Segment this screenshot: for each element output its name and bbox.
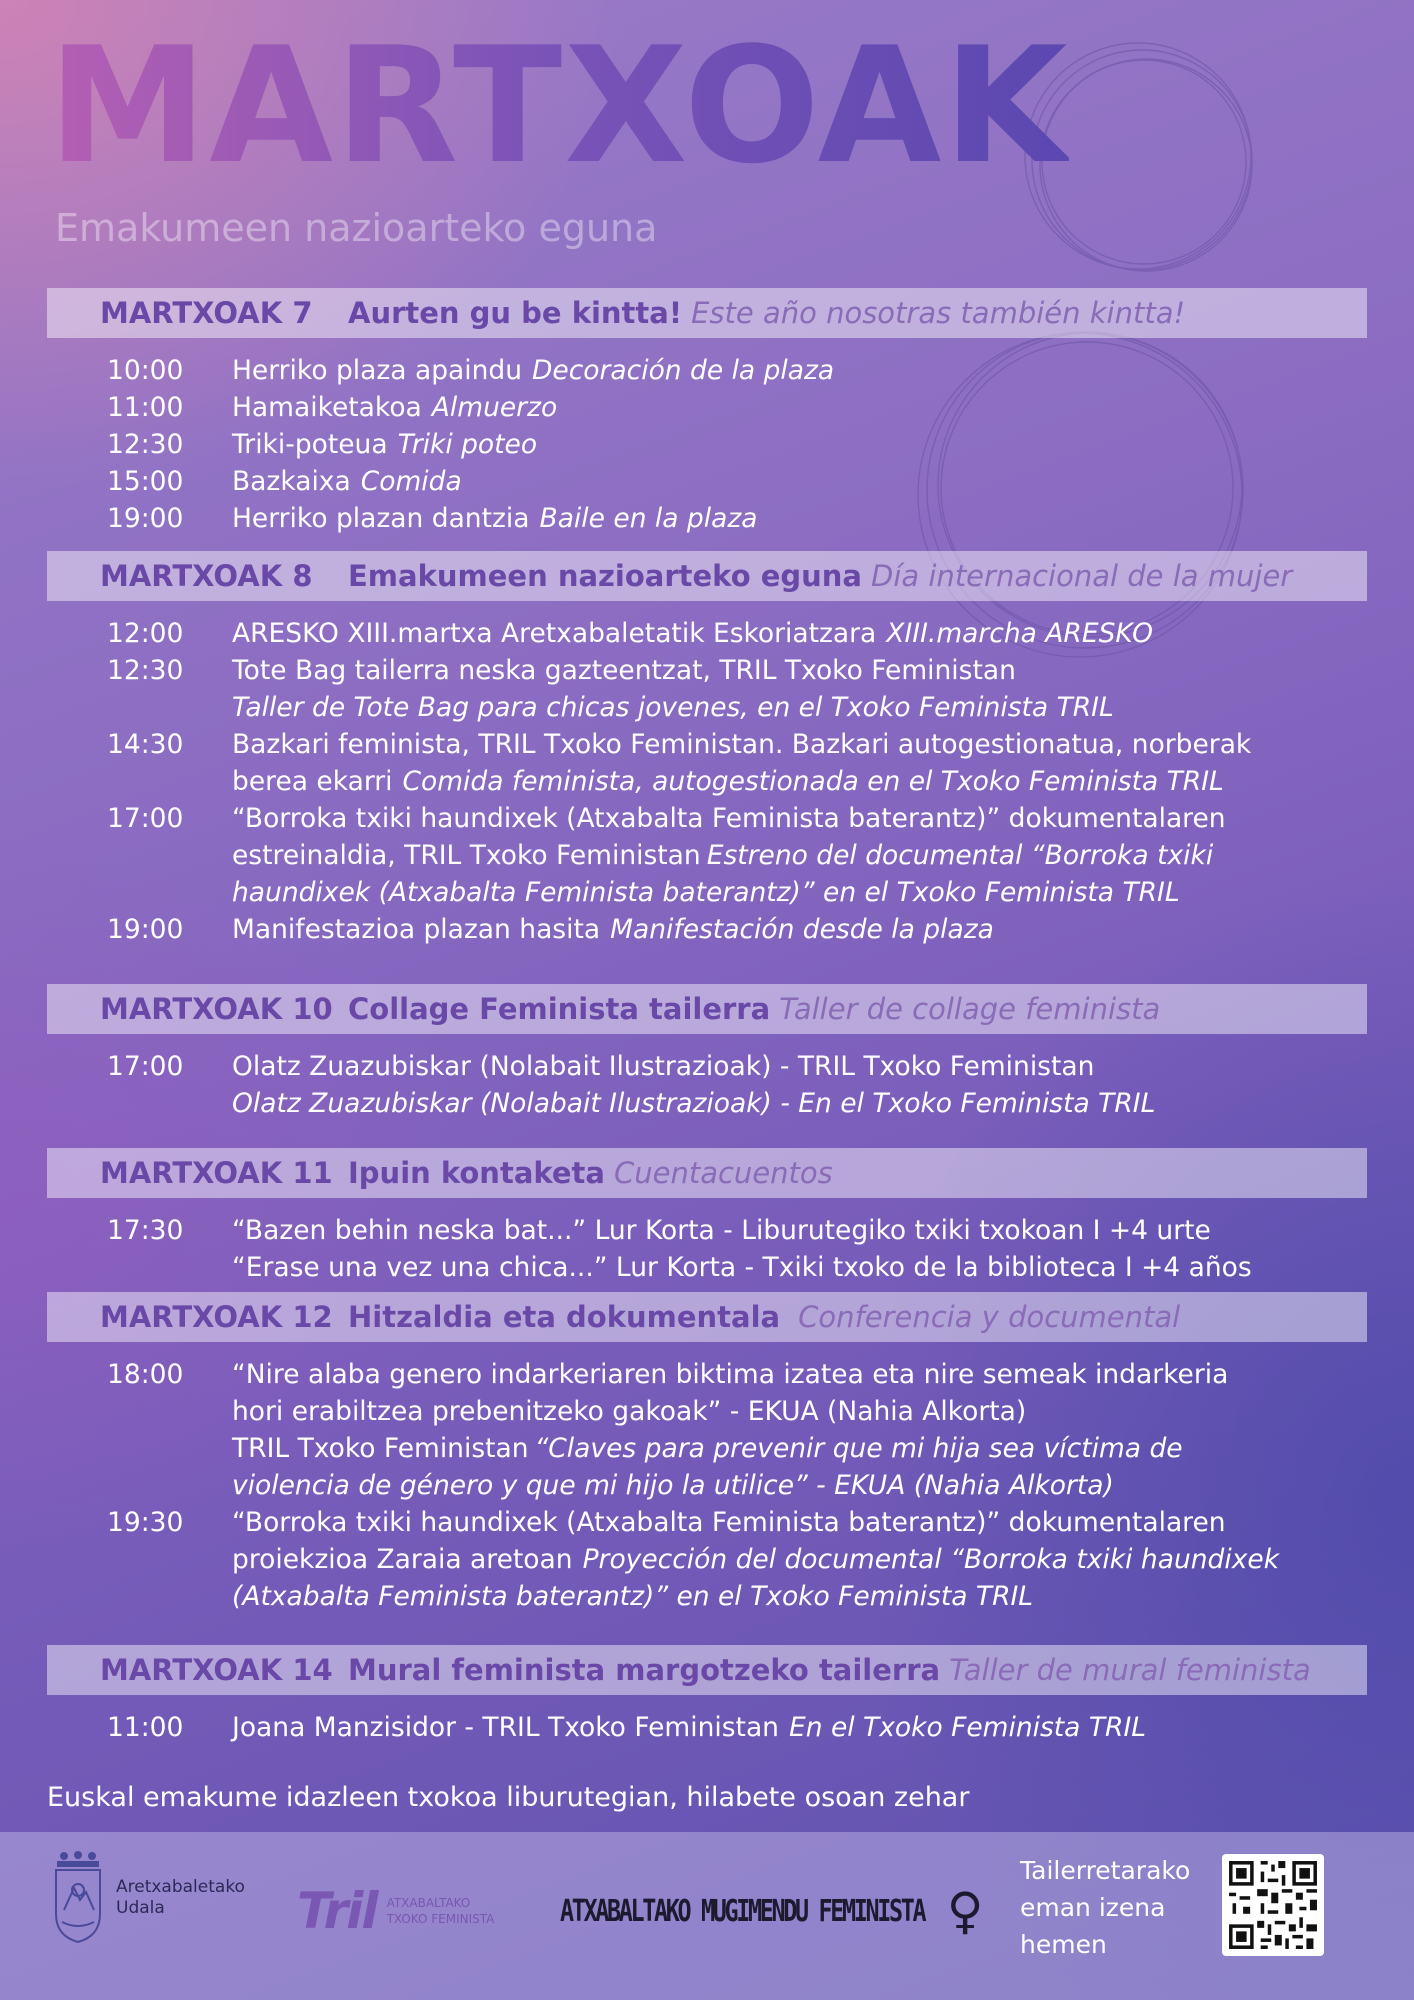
event-es-cont: (Atxabalta Feminista baterantz)” en el Txoko Feminista TRIL <box>232 1581 1034 1612</box>
event-row <box>0 1709 1414 1746</box>
event-eu-cont: “Erase una vez una chica...” Lur Korta - Txiki txoko de la biblioteca I +4 años <box>232 1252 1252 1283</box>
event-eu: Triki-poteua <box>232 429 388 460</box>
day-header <box>47 288 1367 338</box>
day-title-es: Día internacional de la mujer <box>871 559 1293 593</box>
event-time: 11:00 <box>107 1712 184 1743</box>
event-eu: Joana Manzisidor - TRIL Txoko Feministan <box>232 1712 779 1743</box>
event-eu: “Borroka txiki haundixek (Atxabalta Feminista baterantz)” dokumentalaren <box>232 803 1226 834</box>
day-title-eu: Ipuin kontaketa <box>348 1156 605 1190</box>
event-es: Decoración de la plaza <box>532 355 835 386</box>
event-eu: Bazkaixa <box>232 466 351 497</box>
venus-symbol-icon: ♀ <box>946 1882 984 1940</box>
event-row <box>0 389 1414 426</box>
event-row <box>0 352 1414 389</box>
tril-line1: ATXABALTAKO <box>386 1896 471 1910</box>
day-title-eu: Collage Feminista tailerra <box>348 992 771 1026</box>
event-eu: “Bazen behin neska bat...” Lur Korta - Liburutegiko txiki txokoan I +4 urte <box>232 1215 1211 1246</box>
event-eu: Bazkari feminista, TRIL Txoko Feministan. Bazkari autogestionatua, norberak <box>232 729 1252 760</box>
footer <box>0 1832 1414 2000</box>
event-time: 19:30 <box>107 1507 184 1538</box>
day-label: MARTXOAK 14 <box>100 1653 333 1687</box>
day-header <box>47 1292 1367 1342</box>
event-time: 12:30 <box>107 429 184 460</box>
event-es: XIII.marcha ARESKO <box>886 618 1153 649</box>
day-title-es: Cuentacuentos <box>614 1156 833 1190</box>
event-es: Taller de Tote Bag para chicas jovenes, en el Txoko Feminista TRIL <box>232 692 1114 723</box>
event-row <box>0 1356 1414 1504</box>
udala-logo <box>50 1850 245 1946</box>
event-time: 12:30 <box>107 655 184 686</box>
event-time: 11:00 <box>107 392 184 423</box>
event-eu: Hamaiketakoa <box>232 392 422 423</box>
event-es: Comida feminista, autogestionada en el Txoko Feminista TRIL <box>402 766 1224 797</box>
day-label: MARTXOAK 11 <box>100 1156 333 1190</box>
event-eu: Herriko plaza apaindu <box>232 355 523 386</box>
event-es-cont: violencia de género y que mi hijo la utilice” - EKUA (Nahia Alkorta) <box>232 1470 1114 1501</box>
event-eu: Tote Bag tailerra neska gazteentzat, TRIL Txoko Feministan <box>232 655 1016 686</box>
event-es: “Claves para prevenir que mi hija sea víctima de <box>534 1433 1183 1464</box>
event-eu: Herriko plazan dantzia <box>232 503 530 534</box>
event-es: Proyección del documental “Borroka txiki haundixek <box>582 1544 1280 1575</box>
event-row <box>0 652 1414 726</box>
event-row <box>0 1048 1414 1122</box>
qr-code[interactable] <box>1222 1854 1324 1956</box>
event-row <box>0 800 1414 911</box>
event-es: Olatz Zuazubiskar (Nolabait Ilustrazioak) - En el Txoko Feminista TRIL <box>232 1088 1156 1119</box>
event-time: 15:00 <box>107 466 184 497</box>
udala-name-line2: Udala <box>116 1898 165 1918</box>
day-header <box>47 1645 1367 1695</box>
register-note <box>1020 1852 1190 1963</box>
event-es: Estreno del documental “Borroka txiki <box>706 840 1214 871</box>
event-eu-cont: berea ekarri <box>232 766 393 797</box>
day-title-es: Taller de collage feminista <box>779 992 1161 1026</box>
event-es: En el Txoko Feminista TRIL <box>788 1712 1147 1743</box>
event-time: 17:00 <box>107 803 184 834</box>
day-title-es: Taller de mural feminista <box>949 1653 1311 1687</box>
event-eu: “Nire alaba genero indarkeriaren biktima izatea eta nire semeak indarkeria <box>232 1359 1229 1390</box>
tril-line2: TXOKO FEMINISTA <box>386 1912 495 1926</box>
day-header <box>47 984 1367 1034</box>
event-list <box>0 338 1414 537</box>
amf-text: ATXABALTAKO MUGIMENDU FEMINISTA <box>560 1893 925 1929</box>
event-row <box>0 426 1414 463</box>
event-list <box>0 1342 1414 1615</box>
day-label: MARTXOAK 12 <box>100 1300 333 1334</box>
event-row <box>0 463 1414 500</box>
event-eu: Manifestazioa plazan hasita <box>232 914 601 945</box>
event-eu-cont: TRIL Txoko Feministan <box>232 1433 529 1464</box>
day-title-es: Este año nosotras también kintta! <box>691 296 1186 330</box>
register-line1: Tailerretarako <box>1020 1856 1191 1885</box>
poster-subtitle: Emakumeen nazioarteko eguna <box>55 206 658 250</box>
event-eu-cont: hori erabiltzea prebenitzeko gakoak” - EKUA (Nahia Alkorta) <box>232 1396 1027 1427</box>
event-eu: Olatz Zuazubiskar (Nolabait Ilustrazioak) - TRIL Txoko Feministan <box>232 1051 1095 1082</box>
day-label: MARTXOAK 7 <box>100 296 313 330</box>
event-row <box>0 1212 1414 1286</box>
mugimendu-feminista-logo <box>560 1882 984 1940</box>
event-time: 18:00 <box>107 1359 184 1390</box>
event-row <box>0 615 1414 652</box>
event-row <box>0 500 1414 537</box>
register-line3: hemen <box>1020 1930 1107 1959</box>
event-eu: “Borroka txiki haundixek (Atxabalta Feminista baterantz)” dokumentalaren <box>232 1507 1226 1538</box>
event-list <box>0 1198 1414 1286</box>
day-header <box>47 1148 1367 1198</box>
event-list <box>0 1695 1414 1746</box>
event-time: 12:00 <box>107 618 184 649</box>
qr-code-icon <box>1222 1854 1324 1956</box>
schedule <box>0 288 1414 1746</box>
udala-crest-icon <box>50 1850 106 1946</box>
udala-name-line1: Aretxabaletako <box>116 1877 245 1897</box>
register-line2: eman izena <box>1020 1893 1166 1922</box>
day-title-eu: Aurten gu be kintta! <box>348 296 683 330</box>
day-title-eu: Mural feminista margotzeko tailerra <box>348 1653 941 1687</box>
event-eu-cont: proiekzioa Zaraia aretoan <box>232 1544 573 1575</box>
event-list <box>0 601 1414 948</box>
event-time: 14:30 <box>107 729 184 760</box>
event-es: Comida <box>360 466 462 497</box>
event-time: 19:00 <box>107 914 184 945</box>
event-row <box>0 911 1414 948</box>
event-es: Triki poteo <box>397 429 538 460</box>
day-title-eu: Hitzaldia eta dokumentala <box>348 1300 781 1334</box>
day-label: MARTXOAK 10 <box>100 992 333 1026</box>
event-eu: ARESKO XIII.martxa Aretxabaletatik Eskoriatzara <box>232 618 877 649</box>
event-time: 10:00 <box>107 355 184 386</box>
event-row <box>0 726 1414 800</box>
event-eu-cont: estreinaldia, TRIL Txoko Feministan <box>232 840 701 871</box>
day-label: MARTXOAK 8 <box>100 559 313 593</box>
event-time: 19:00 <box>107 503 184 534</box>
event-es: Almuerzo <box>431 392 558 423</box>
event-list <box>0 1034 1414 1122</box>
event-row <box>0 1504 1414 1615</box>
poster-title: MARTXOAK <box>48 10 1069 202</box>
footer-note: Euskal emakume idazleen txokoa liburutegian, hilabete osoan zehar <box>47 1782 970 1813</box>
event-time: 17:30 <box>107 1215 184 1246</box>
day-title-eu: Emakumeen nazioarteko eguna <box>348 559 862 593</box>
day-header <box>47 551 1367 601</box>
tril-logo <box>297 1882 494 1940</box>
event-time: 17:00 <box>107 1051 184 1082</box>
event-es: Manifestación desde la plaza <box>610 914 994 945</box>
event-es-cont: haundixek (Atxabalta Feminista baterantz)” en el Txoko Feminista TRIL <box>232 877 1180 908</box>
day-title-es: Conferencia y documental <box>798 1300 1181 1334</box>
event-es: Baile en la plaza <box>539 503 758 534</box>
tril-wordmark: Tril <box>297 1882 377 1940</box>
